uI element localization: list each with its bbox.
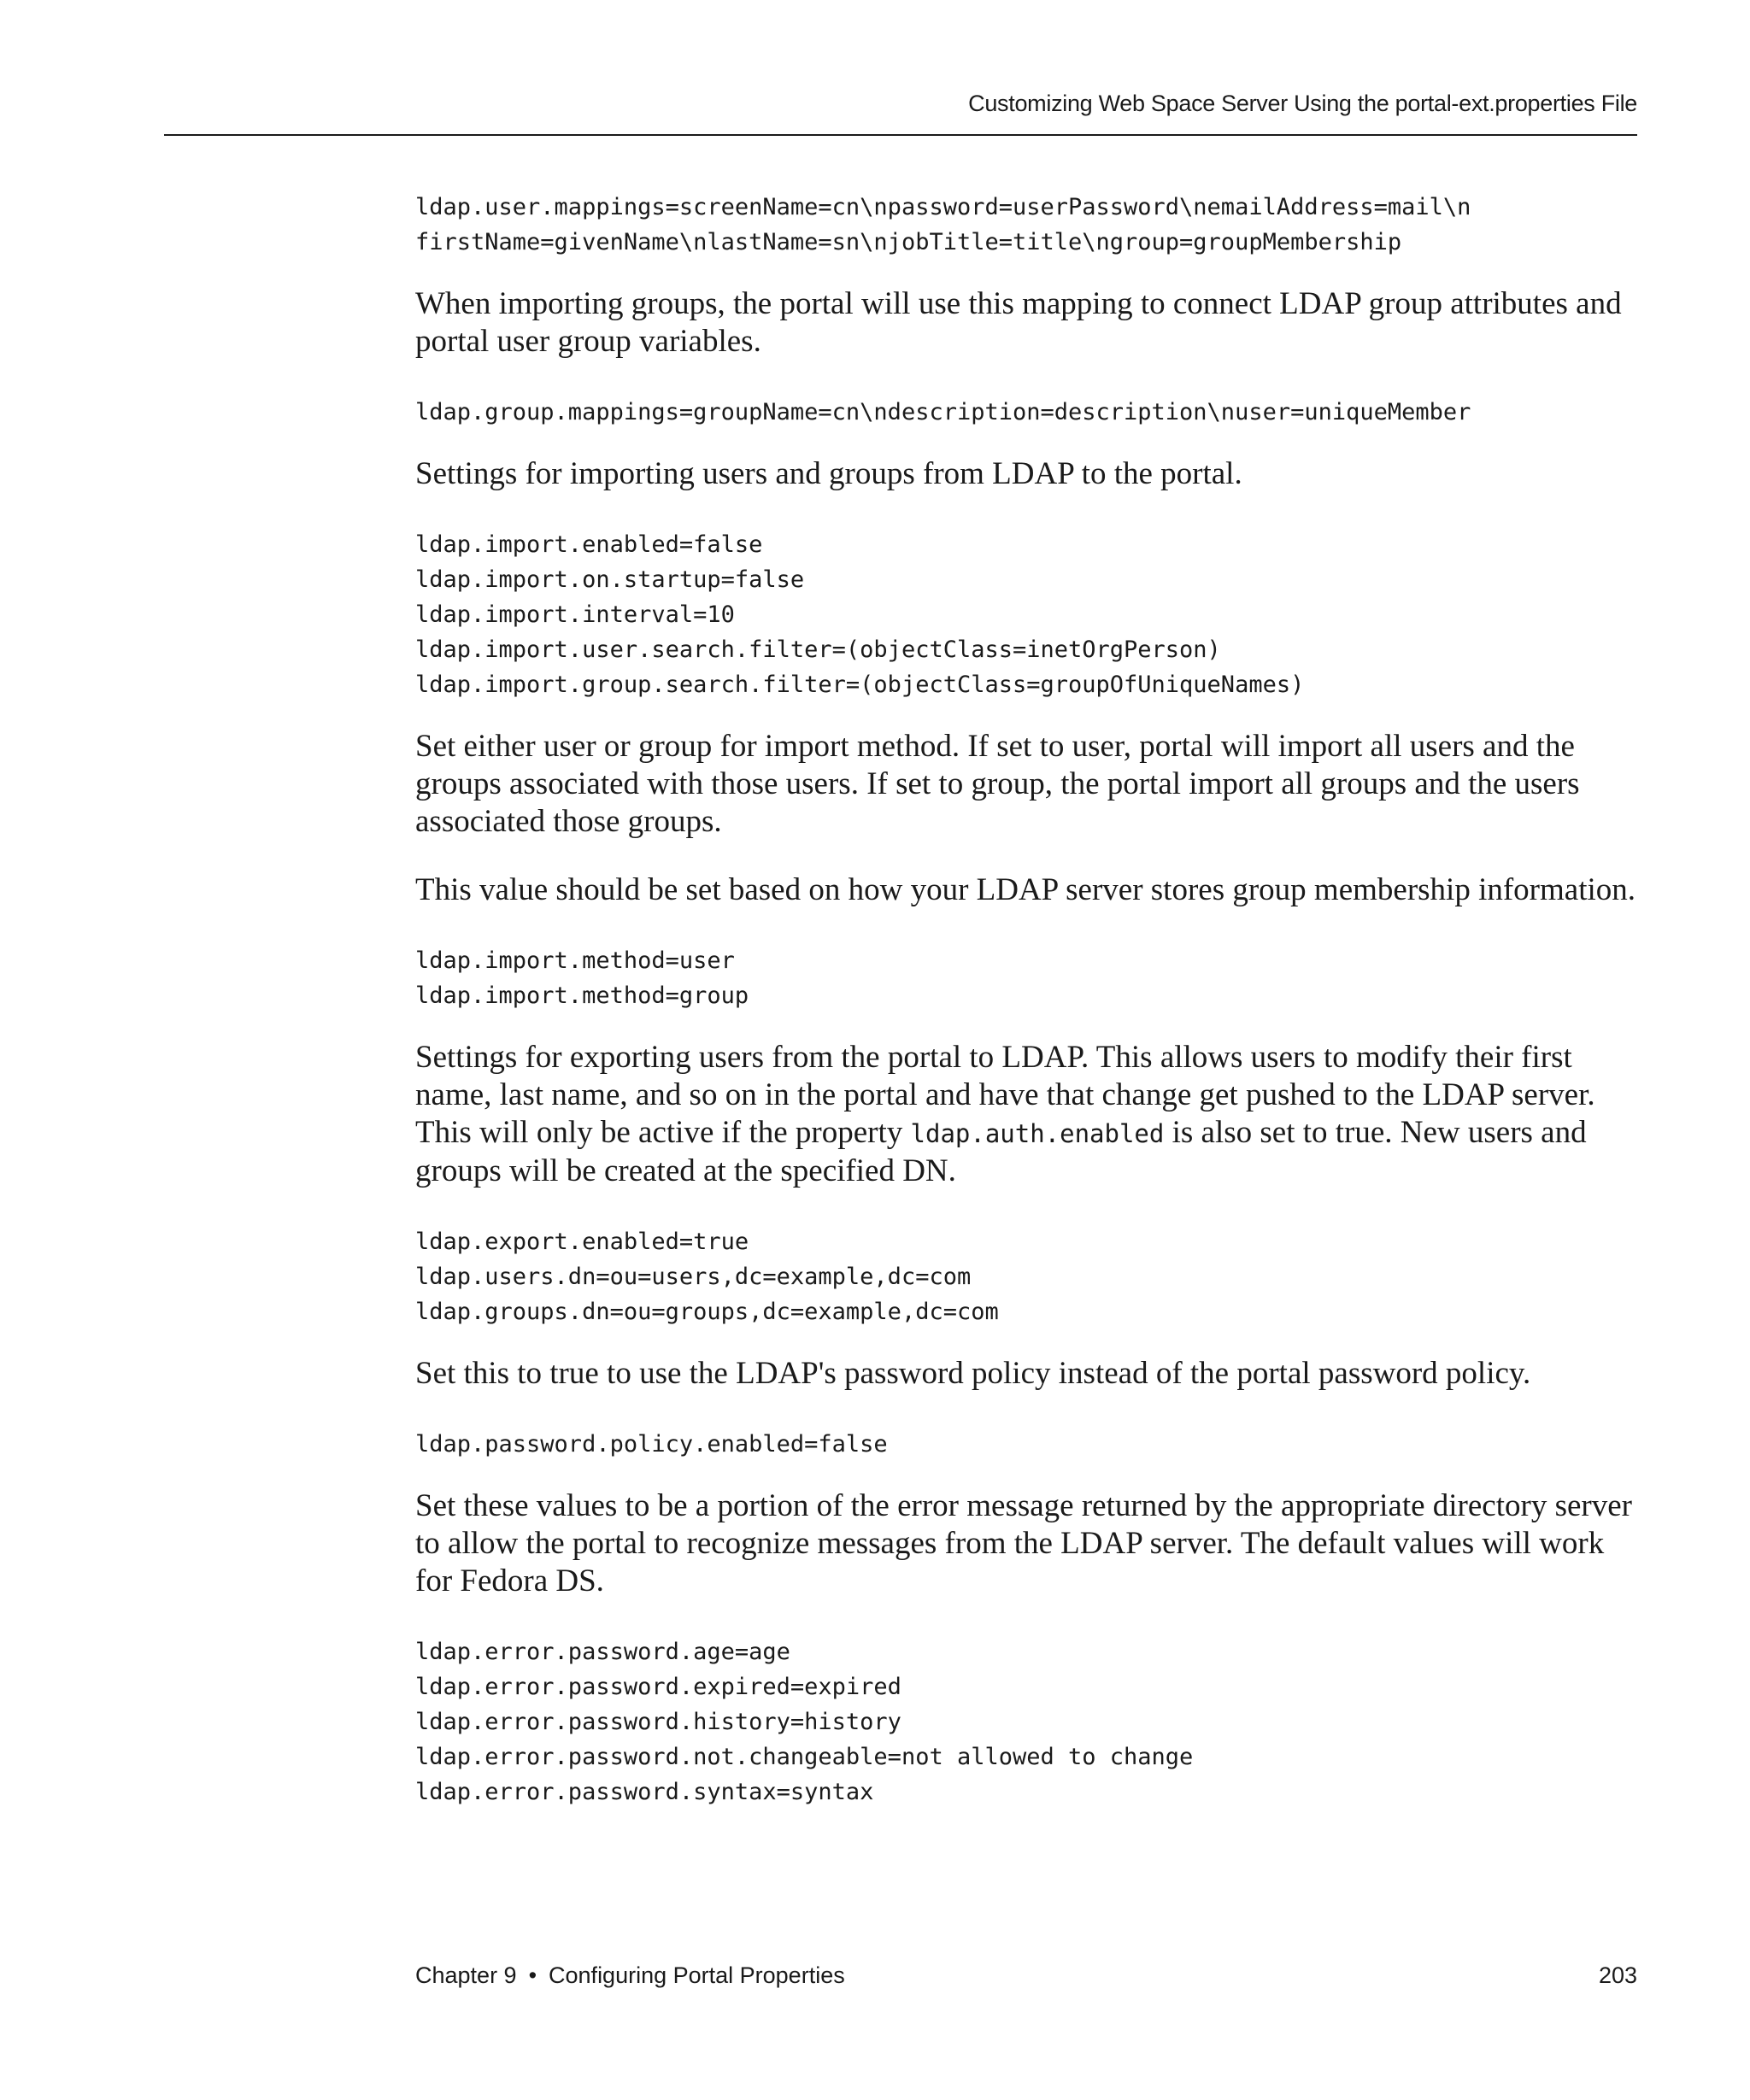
paragraph-import-method: Set either user or group for import method. If set to user, portal will import all users and the groups associated with those users. If set to group, the portal import all groups and the users associated those groups.: [415, 729, 1580, 839]
code-block-export: [415, 1224, 1646, 1329]
code-line: ldap.import.user.search.filter=(objectClass=inetOrgPerson): [415, 636, 1221, 663]
chapter-title: Configuring Portal Properties: [549, 1962, 845, 1988]
code-line: firstName=givenName\nlastName=sn\njobTitle=title\ngroup=groupMembership: [415, 229, 1402, 255]
paragraph-export-settings: [415, 1039, 1646, 1190]
paragraph-password-policy: Set this to true to use the LDAP's password policy instead of the portal password policy.: [415, 1356, 1531, 1391]
code-block-group-mappings: [415, 395, 1646, 430]
paragraph-text: is also set to true. New users and groups will be created at the specified DN.: [415, 1115, 1587, 1188]
bullet-separator: •: [528, 1962, 537, 1988]
code-line: ldap.error.password.not.changeable=not allowed to change: [415, 1744, 1194, 1770]
code-line: ldap.error.password.expired=expired: [415, 1674, 901, 1700]
code-line: ldap.group.mappings=groupName=cn\ndescription=description\nuser=uniqueMember: [415, 399, 1471, 425]
page-number: 203: [1598, 1962, 1637, 1988]
code-line: ldap.import.on.startup=false: [415, 566, 805, 593]
paragraph-membership-info: This value should be set based on how your LDAP server stores group membership information.: [415, 872, 1636, 907]
code-line: ldap.export.enabled=true: [415, 1229, 749, 1255]
code-line: ldap.import.group.search.filter=(objectClass=groupOfUniqueNames): [415, 672, 1305, 698]
footer-chapter: [415, 1962, 845, 1989]
code-line: ldap.password.policy.enabled=false: [415, 1431, 888, 1458]
code-block-password-policy: [415, 1427, 1646, 1462]
code-line: ldap.import.method=user: [415, 947, 735, 974]
running-head: Customizing Web Space Server Using the portal-ext.properties File: [968, 91, 1637, 116]
page-body: [415, 190, 1646, 1810]
code-line: ldap.error.password.age=age: [415, 1639, 790, 1665]
code-line: ldap.import.interval=10: [415, 601, 735, 628]
code-block-user-mappings: [415, 190, 1646, 260]
paragraph-text: Settings for exporting users from the portal to LDAP. This allows users to modify their first name, last name, and so on in the portal and have that change get pushed to the LDAP server. This will only be active if the property: [415, 1040, 1595, 1150]
code-line: ldap.import.enabled=false: [415, 531, 763, 558]
code-line: ldap.user.mappings=screenName=cn\npassword=userPassword\nemailAddress=mail\n: [415, 194, 1471, 220]
code-block-import-method: [415, 943, 1646, 1013]
paragraph-import-settings: Settings for importing users and groups from LDAP to the portal.: [415, 456, 1242, 491]
inline-code: ldap.auth.enabled: [910, 1119, 1165, 1148]
code-line: ldap.error.password.history=history: [415, 1709, 901, 1735]
chapter-label: Chapter 9: [415, 1962, 517, 1988]
paragraph-error-messages: Set these values to be a portion of the error message returned by the appropriate directory server to allow the portal to recognize messages from the LDAP server. The default values will work for Fedora DS.: [415, 1488, 1632, 1598]
code-line: ldap.users.dn=ou=users,dc=example,dc=com: [415, 1264, 972, 1290]
paragraph-group-mapping: When importing groups, the portal will use this mapping to connect LDAP group attributes and portal user group variables.: [415, 286, 1622, 359]
code-block-error-password: [415, 1634, 1646, 1810]
code-block-import: [415, 527, 1646, 702]
header-rule: [164, 134, 1637, 136]
code-line: ldap.groups.dn=ou=groups,dc=example,dc=com: [415, 1299, 999, 1325]
code-line: ldap.error.password.syntax=syntax: [415, 1779, 874, 1805]
code-line: ldap.import.method=group: [415, 983, 749, 1009]
